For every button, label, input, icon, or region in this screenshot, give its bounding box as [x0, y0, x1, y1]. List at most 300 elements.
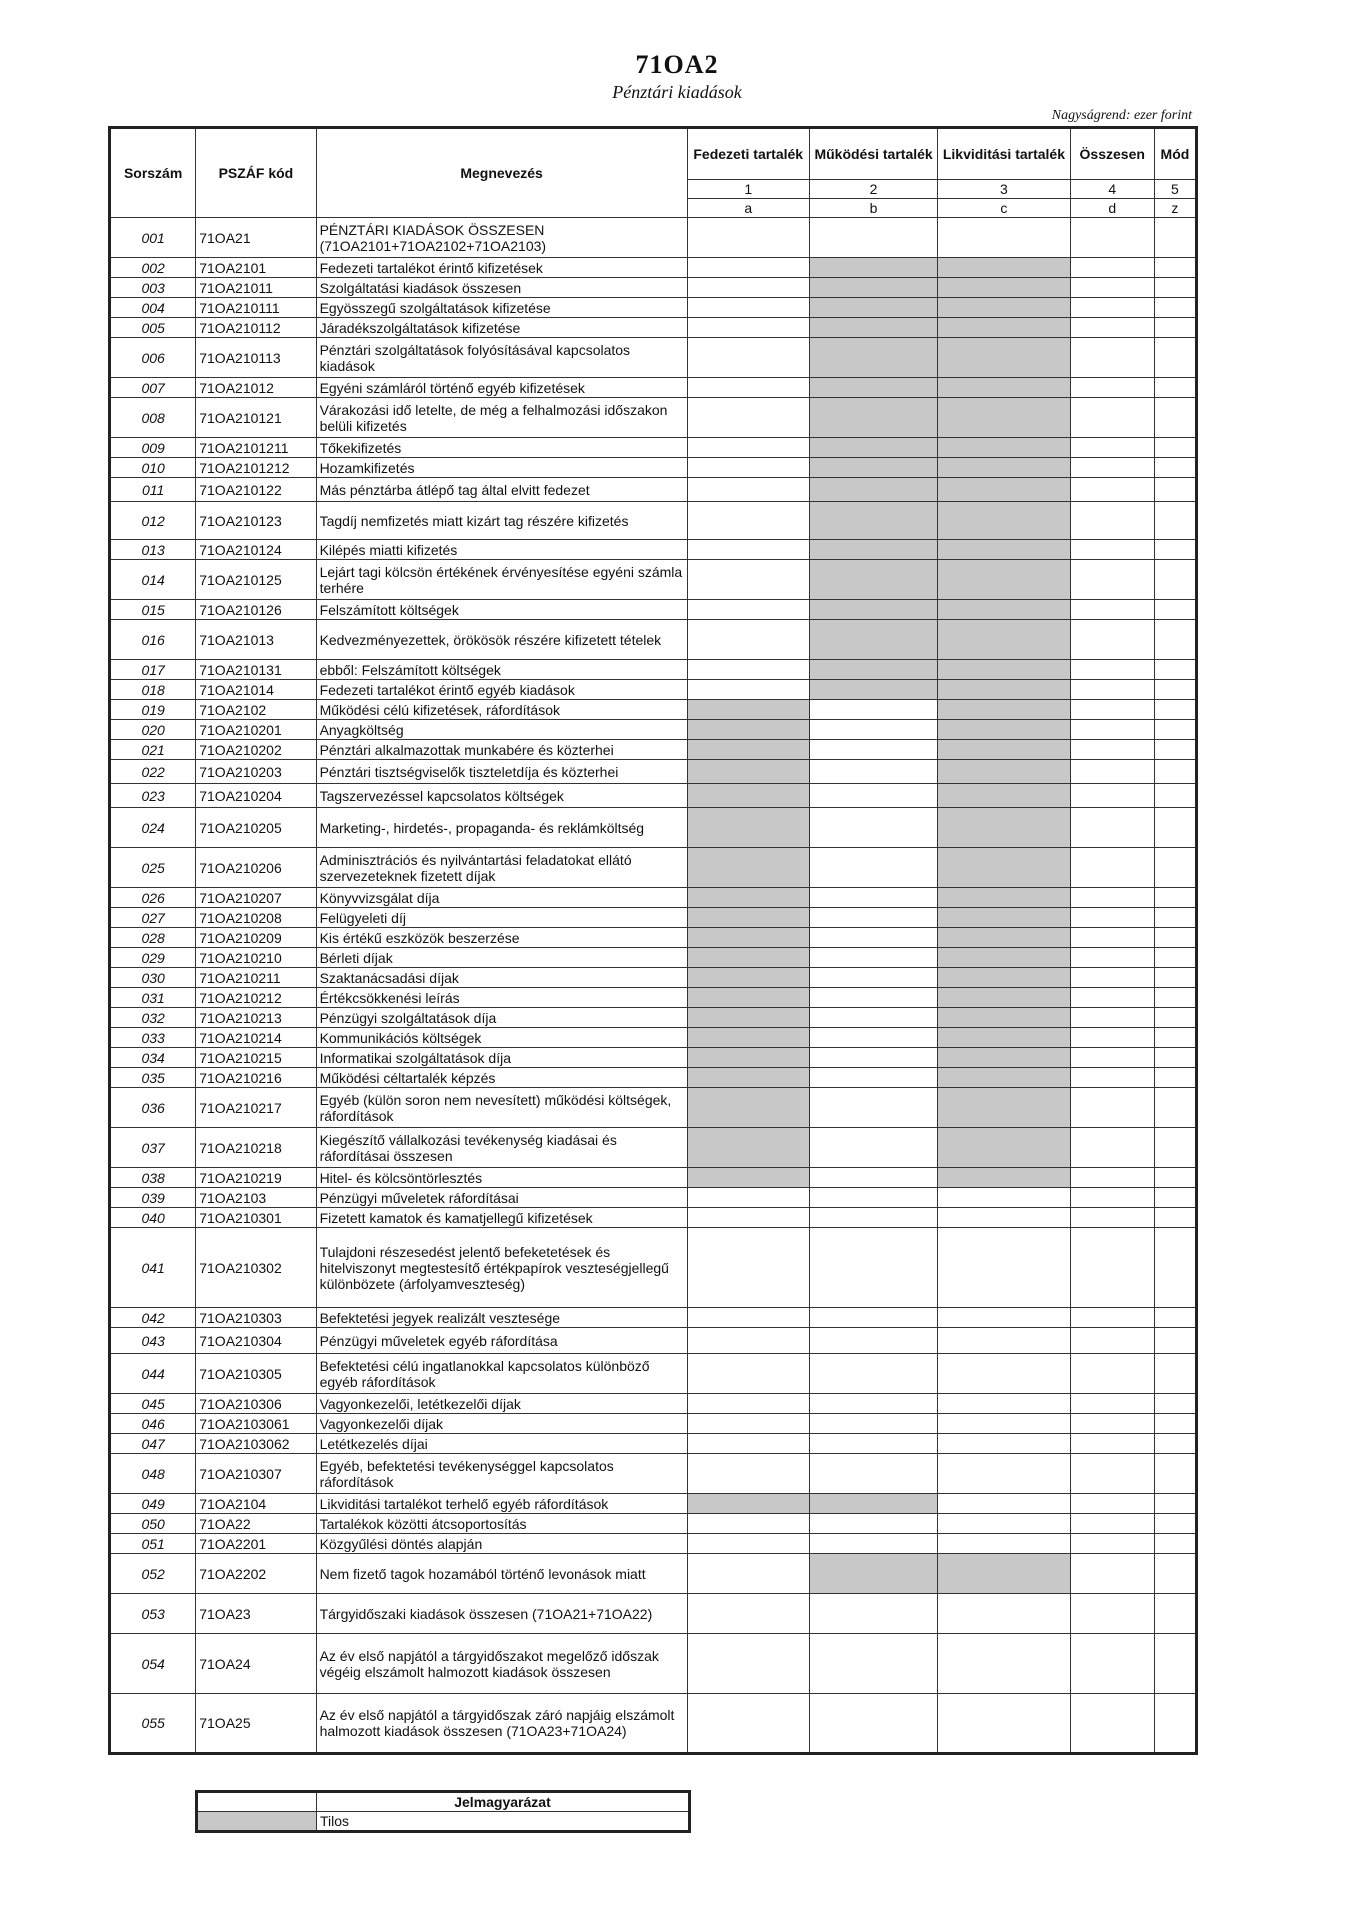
cell-likviditasi[interactable] [938, 218, 1070, 258]
row-number: 024 [110, 808, 196, 848]
cell-osszesen[interactable] [1070, 988, 1154, 1008]
cell-mukodesi[interactable] [809, 1308, 937, 1328]
cell-mukodesi[interactable] [809, 808, 937, 848]
row-code: 71OA2202 [196, 1554, 316, 1594]
row-name: Kiegészítő vállalkozási tevékenység kiadásai és ráfordításai összesen [316, 1128, 687, 1168]
cell-mod[interactable] [1154, 502, 1196, 540]
cell-likviditasi[interactable] [938, 1514, 1070, 1534]
cell-fedezeti[interactable] [687, 478, 809, 502]
cell-mod[interactable] [1154, 1128, 1196, 1168]
cell-osszesen[interactable] [1070, 1188, 1154, 1208]
cell-osszesen[interactable] [1070, 1554, 1154, 1594]
cell-osszesen[interactable] [1070, 318, 1154, 338]
cell-mod[interactable] [1154, 848, 1196, 888]
cell-fedezeti[interactable] [687, 1534, 809, 1554]
cell-likviditasi [938, 720, 1070, 740]
cell-likviditasi[interactable] [938, 1228, 1070, 1308]
cell-osszesen[interactable] [1070, 298, 1154, 318]
cell-fedezeti[interactable] [687, 378, 809, 398]
table-row [110, 1168, 1197, 1188]
row-name: Működési céltartalék képzés [316, 1068, 687, 1088]
cell-fedezeti[interactable] [687, 680, 809, 700]
cell-mukodesi[interactable] [809, 218, 937, 258]
cell-mod[interactable] [1154, 888, 1196, 908]
cell-fedezeti[interactable] [687, 338, 809, 378]
cell-mukodesi[interactable] [809, 1128, 937, 1168]
cell-mod[interactable] [1154, 620, 1196, 660]
row-name: Kedvezményezettek, örökösök részére kifizetett tételek [316, 620, 687, 660]
cell-osszesen[interactable] [1070, 378, 1154, 398]
cell-likviditasi[interactable] [938, 1414, 1070, 1434]
cell-osszesen[interactable] [1070, 948, 1154, 968]
cell-osszesen[interactable] [1070, 680, 1154, 700]
table-row [110, 1514, 1197, 1534]
row-number: 029 [110, 948, 196, 968]
cell-mod[interactable] [1154, 1008, 1196, 1028]
table-row [110, 1128, 1197, 1168]
cell-mod[interactable] [1154, 1048, 1196, 1068]
cell-mukodesi[interactable] [809, 1514, 937, 1534]
cell-mukodesi[interactable] [809, 1008, 937, 1028]
cell-fedezeti[interactable] [687, 258, 809, 278]
table-row [110, 398, 1197, 438]
row-name: Befektetési célú ingatlanokkal kapcsolatos különböző egyéb ráfordítások [316, 1354, 687, 1394]
cell-mukodesi[interactable] [809, 888, 937, 908]
table-row [110, 660, 1197, 680]
row-code: 71OA21011 [196, 278, 316, 298]
cell-mod[interactable] [1154, 258, 1196, 278]
cell-likviditasi[interactable] [938, 1208, 1070, 1228]
row-number: 001 [110, 218, 196, 258]
cell-osszesen[interactable] [1070, 1394, 1154, 1414]
row-number: 052 [110, 1554, 196, 1594]
cell-mukodesi [809, 318, 937, 338]
cell-fedezeti [687, 1088, 809, 1128]
cell-mukodesi[interactable] [809, 1028, 937, 1048]
cell-osszesen[interactable] [1070, 1434, 1154, 1454]
cell-osszesen[interactable] [1070, 540, 1154, 560]
cell-mod[interactable] [1154, 1208, 1196, 1228]
cell-likviditasi[interactable] [938, 1354, 1070, 1394]
cell-mukodesi[interactable] [809, 968, 937, 988]
row-name: Tartalékok közötti átcsoportosítás [316, 1514, 687, 1534]
table-row [110, 1554, 1197, 1594]
cell-osszesen[interactable] [1070, 760, 1154, 784]
col-letter-b: b [809, 199, 937, 218]
row-name: Szolgáltatási kiadások összesen [316, 278, 687, 298]
cell-mod[interactable] [1154, 1354, 1196, 1394]
cell-mukodesi[interactable] [809, 908, 937, 928]
cell-fedezeti [687, 720, 809, 740]
cell-mod[interactable] [1154, 968, 1196, 988]
cell-mukodesi[interactable] [809, 1434, 937, 1454]
row-number: 045 [110, 1394, 196, 1414]
row-number: 016 [110, 620, 196, 660]
cell-osszesen[interactable] [1070, 1454, 1154, 1494]
cell-mod[interactable] [1154, 720, 1196, 740]
cell-mod[interactable] [1154, 278, 1196, 298]
cell-osszesen[interactable] [1070, 928, 1154, 948]
cell-fedezeti[interactable] [687, 1694, 809, 1754]
cell-fedezeti[interactable] [687, 438, 809, 458]
cell-likviditasi [938, 1028, 1070, 1048]
cell-mod[interactable] [1154, 1308, 1196, 1328]
cell-fedezeti[interactable] [687, 1434, 809, 1454]
cell-fedezeti[interactable] [687, 1228, 809, 1308]
row-number: 054 [110, 1634, 196, 1694]
cell-fedezeti [687, 968, 809, 988]
cell-osszesen[interactable] [1070, 1048, 1154, 1068]
cell-likviditasi [938, 948, 1070, 968]
cell-fedezeti[interactable] [687, 398, 809, 438]
cell-mukodesi[interactable] [809, 1394, 937, 1414]
row-name: Bérleti díjak [316, 948, 687, 968]
cell-mukodesi[interactable] [809, 848, 937, 888]
row-name: Marketing-, hirdetés-, propaganda- és reklámköltség [316, 808, 687, 848]
cell-fedezeti[interactable] [687, 1208, 809, 1228]
cell-osszesen[interactable] [1070, 1494, 1154, 1514]
cell-osszesen[interactable] [1070, 478, 1154, 502]
cell-mukodesi[interactable] [809, 1534, 937, 1554]
cell-osszesen[interactable] [1070, 1514, 1154, 1534]
cell-mod[interactable] [1154, 338, 1196, 378]
row-name: Kilépés miatti kifizetés [316, 540, 687, 560]
cell-osszesen[interactable] [1070, 560, 1154, 600]
cell-fedezeti[interactable] [687, 1514, 809, 1534]
cell-likviditasi [938, 378, 1070, 398]
row-code: 71OA210201 [196, 720, 316, 740]
cell-fedezeti[interactable] [687, 1594, 809, 1634]
cell-fedezeti[interactable] [687, 318, 809, 338]
row-name: Közgyűlési döntés alapján [316, 1534, 687, 1554]
cell-osszesen[interactable] [1070, 1208, 1154, 1228]
cell-fedezeti[interactable] [687, 458, 809, 478]
cell-likviditasi [938, 560, 1070, 600]
cell-mod[interactable] [1154, 1168, 1196, 1188]
cell-likviditasi [938, 1008, 1070, 1028]
cell-mod[interactable] [1154, 660, 1196, 680]
cell-mukodesi[interactable] [809, 720, 937, 740]
row-code: 71OA2101212 [196, 458, 316, 478]
table-row [110, 1068, 1197, 1088]
row-code: 71OA210213 [196, 1008, 316, 1028]
cell-mukodesi[interactable] [809, 1354, 937, 1394]
cell-osszesen[interactable] [1070, 438, 1154, 458]
cell-osszesen[interactable] [1070, 720, 1154, 740]
row-name: Járadékszolgáltatások kifizetése [316, 318, 687, 338]
cell-fedezeti[interactable] [687, 1394, 809, 1414]
cell-mukodesi [809, 338, 937, 378]
cell-mod[interactable] [1154, 680, 1196, 700]
cell-osszesen[interactable] [1070, 660, 1154, 680]
cell-mukodesi[interactable] [809, 1328, 937, 1354]
row-code: 71OA210209 [196, 928, 316, 948]
cell-fedezeti[interactable] [687, 218, 809, 258]
cell-mod[interactable] [1154, 478, 1196, 502]
col-index-2: 2 [809, 180, 937, 199]
cell-osszesen[interactable] [1070, 888, 1154, 908]
cell-osszesen[interactable] [1070, 278, 1154, 298]
cell-mukodesi[interactable] [809, 1454, 937, 1494]
cell-fedezeti[interactable] [687, 1328, 809, 1354]
row-code: 71OA210206 [196, 848, 316, 888]
cell-mukodesi[interactable] [809, 1228, 937, 1308]
cell-mod[interactable] [1154, 1328, 1196, 1354]
cell-likviditasi [938, 760, 1070, 784]
cell-osszesen[interactable] [1070, 784, 1154, 808]
cell-mukodesi[interactable] [809, 760, 937, 784]
cell-mod[interactable] [1154, 908, 1196, 928]
cell-fedezeti[interactable] [687, 600, 809, 620]
cell-mod[interactable] [1154, 1634, 1196, 1694]
cell-likviditasi[interactable] [938, 1494, 1070, 1514]
cell-mod[interactable] [1154, 218, 1196, 258]
col-header-mukodesi: Működési tartalék [809, 128, 937, 180]
cell-mukodesi[interactable] [809, 988, 937, 1008]
row-name: Fedezeti tartalékot érintő kifizetések [316, 258, 687, 278]
row-name: Vagyonkezelői, letétkezelői díjak [316, 1394, 687, 1414]
cell-likviditasi[interactable] [938, 1328, 1070, 1354]
cell-mukodesi[interactable] [809, 1188, 937, 1208]
row-name: Tagszervezéssel kapcsolatos költségek [316, 784, 687, 808]
cell-mukodesi[interactable] [809, 948, 937, 968]
cell-osszesen[interactable] [1070, 1414, 1154, 1434]
cell-mod[interactable] [1154, 760, 1196, 784]
cell-mukodesi[interactable] [809, 784, 937, 808]
cell-mod[interactable] [1154, 1068, 1196, 1088]
cell-osszesen[interactable] [1070, 1594, 1154, 1634]
row-name: Felügyeleti díj [316, 908, 687, 928]
cell-mod[interactable] [1154, 1028, 1196, 1048]
cell-osszesen[interactable] [1070, 620, 1154, 660]
cell-likviditasi[interactable] [938, 1454, 1070, 1494]
row-number: 051 [110, 1534, 196, 1554]
cell-mukodesi[interactable] [809, 1048, 937, 1068]
cell-fedezeti[interactable] [687, 1554, 809, 1594]
cell-osszesen[interactable] [1070, 1694, 1154, 1754]
row-name: Hitel- és kölcsöntörlesztés [316, 1168, 687, 1188]
cell-fedezeti[interactable] [687, 1414, 809, 1434]
row-code: 71OA210204 [196, 784, 316, 808]
cell-osszesen[interactable] [1070, 1068, 1154, 1088]
cell-fedezeti[interactable] [687, 298, 809, 318]
cell-fedezeti[interactable] [687, 1354, 809, 1394]
row-code: 71OA2101211 [196, 438, 316, 458]
cell-mukodesi [809, 502, 937, 540]
cell-osszesen[interactable] [1070, 1634, 1154, 1694]
cell-fedezeti[interactable] [687, 660, 809, 680]
cell-osszesen[interactable] [1070, 398, 1154, 438]
row-code: 71OA210214 [196, 1028, 316, 1048]
cell-mod[interactable] [1154, 1454, 1196, 1494]
row-number: 003 [110, 278, 196, 298]
cell-fedezeti[interactable] [687, 620, 809, 660]
table-row [110, 378, 1197, 398]
col-header-sorszam: Sorszám [110, 128, 196, 218]
cell-likviditasi[interactable] [938, 1308, 1070, 1328]
cell-likviditasi[interactable] [938, 1634, 1070, 1694]
cell-mod[interactable] [1154, 560, 1196, 600]
row-name: Fizetett kamatok és kamatjellegű kifizetések [316, 1208, 687, 1228]
col-letter-c: c [938, 199, 1070, 218]
cell-osszesen[interactable] [1070, 218, 1154, 258]
cell-fedezeti[interactable] [687, 1634, 809, 1694]
cell-fedezeti[interactable] [687, 1454, 809, 1494]
cell-mod[interactable] [1154, 928, 1196, 948]
cell-likviditasi[interactable] [938, 1594, 1070, 1634]
col-header-likviditasi: Likviditási tartalék [938, 128, 1070, 180]
cell-osszesen[interactable] [1070, 700, 1154, 720]
cell-mukodesi[interactable] [809, 1594, 937, 1634]
cell-osszesen[interactable] [1070, 1328, 1154, 1354]
cell-likviditasi[interactable] [938, 1394, 1070, 1414]
row-name: Pénzügyi műveletek ráfordításai [316, 1188, 687, 1208]
cell-mod[interactable] [1154, 1514, 1196, 1534]
cell-mod[interactable] [1154, 988, 1196, 1008]
cell-mod[interactable] [1154, 378, 1196, 398]
cell-mod[interactable] [1154, 784, 1196, 808]
cell-osszesen[interactable] [1070, 908, 1154, 928]
cell-mod[interactable] [1154, 740, 1196, 760]
row-code: 71OA210302 [196, 1228, 316, 1308]
row-code: 71OA210303 [196, 1308, 316, 1328]
row-name: Kommunikációs költségek [316, 1028, 687, 1048]
cell-mukodesi[interactable] [809, 1694, 937, 1754]
cell-mod[interactable] [1154, 700, 1196, 720]
cell-mod[interactable] [1154, 1494, 1196, 1514]
form-subtitle: Pénztári kiadások [612, 82, 742, 102]
cell-fedezeti [687, 988, 809, 1008]
cell-mod[interactable] [1154, 318, 1196, 338]
table-body [110, 218, 1197, 1754]
cell-likviditasi[interactable] [938, 1434, 1070, 1454]
cell-osszesen[interactable] [1070, 1228, 1154, 1308]
cell-likviditasi [938, 278, 1070, 298]
cell-osszesen[interactable] [1070, 808, 1154, 848]
form-title: 71OA2 [635, 50, 719, 79]
col-letter-a: a [687, 199, 809, 218]
cell-fedezeti[interactable] [687, 540, 809, 560]
row-code: 71OA210126 [196, 600, 316, 620]
cell-mukodesi[interactable] [809, 1634, 937, 1694]
cell-mukodesi [809, 540, 937, 560]
cell-osszesen[interactable] [1070, 968, 1154, 988]
cell-mod[interactable] [1154, 1088, 1196, 1128]
cell-osszesen[interactable] [1070, 1354, 1154, 1394]
cell-osszesen[interactable] [1070, 740, 1154, 760]
cell-fedezeti[interactable] [687, 1188, 809, 1208]
row-number: 048 [110, 1454, 196, 1494]
cell-mod[interactable] [1154, 398, 1196, 438]
row-number: 021 [110, 740, 196, 760]
table-row [110, 928, 1197, 948]
cell-mukodesi[interactable] [809, 1088, 937, 1128]
row-name: Letétkezelés díjai [316, 1434, 687, 1454]
cell-likviditasi[interactable] [938, 1534, 1070, 1554]
cell-osszesen[interactable] [1070, 1008, 1154, 1028]
cell-mod[interactable] [1154, 600, 1196, 620]
cell-likviditasi [938, 908, 1070, 928]
row-number: 002 [110, 258, 196, 278]
cell-mod[interactable] [1154, 948, 1196, 968]
row-code: 71OA2201 [196, 1534, 316, 1554]
legend-title: Jelmagyarázat [317, 1792, 690, 1812]
cell-likviditasi [938, 888, 1070, 908]
table-row [110, 1188, 1197, 1208]
cell-mukodesi[interactable] [809, 1168, 937, 1188]
cell-mod[interactable] [1154, 1534, 1196, 1554]
cell-mod[interactable] [1154, 1228, 1196, 1308]
cell-fedezeti[interactable] [687, 1308, 809, 1328]
cell-mukodesi[interactable] [809, 1414, 937, 1434]
cell-mod[interactable] [1154, 298, 1196, 318]
cell-fedezeti [687, 848, 809, 888]
row-code: 71OA2103062 [196, 1434, 316, 1454]
cell-mod[interactable] [1154, 1594, 1196, 1634]
row-name: Várakozási idő letelte, de még a felhalmozási időszakon belüli kifizetés [316, 398, 687, 438]
table-row [110, 848, 1197, 888]
cell-mod[interactable] [1154, 808, 1196, 848]
cell-osszesen[interactable] [1070, 1128, 1154, 1168]
cell-likviditasi[interactable] [938, 1188, 1070, 1208]
cell-osszesen[interactable] [1070, 1308, 1154, 1328]
cell-fedezeti [687, 1028, 809, 1048]
cell-osszesen[interactable] [1070, 1088, 1154, 1128]
cell-osszesen[interactable] [1070, 1534, 1154, 1554]
cell-mod[interactable] [1154, 458, 1196, 478]
row-number: 047 [110, 1434, 196, 1454]
row-number: 011 [110, 478, 196, 502]
table-row [110, 1048, 1197, 1068]
cell-mod[interactable] [1154, 1188, 1196, 1208]
cell-fedezeti[interactable] [687, 502, 809, 540]
cell-osszesen[interactable] [1070, 258, 1154, 278]
row-code: 71OA2104 [196, 1494, 316, 1514]
cell-mod[interactable] [1154, 1554, 1196, 1594]
row-code: 71OA2102 [196, 700, 316, 720]
table-row [110, 908, 1197, 928]
cell-likviditasi [938, 808, 1070, 848]
cell-osszesen[interactable] [1070, 1028, 1154, 1048]
cell-mukodesi[interactable] [809, 928, 937, 948]
cell-mod[interactable] [1154, 1434, 1196, 1454]
table-row [110, 988, 1197, 1008]
cell-mod[interactable] [1154, 1694, 1196, 1754]
cell-mod[interactable] [1154, 1394, 1196, 1414]
row-number: 006 [110, 338, 196, 378]
row-number: 005 [110, 318, 196, 338]
cell-osszesen[interactable] [1070, 1168, 1154, 1188]
cell-osszesen[interactable] [1070, 338, 1154, 378]
cell-osszesen[interactable] [1070, 502, 1154, 540]
cell-osszesen[interactable] [1070, 600, 1154, 620]
cell-osszesen[interactable] [1070, 458, 1154, 478]
cell-mukodesi[interactable] [809, 740, 937, 760]
cell-mod[interactable] [1154, 438, 1196, 458]
row-code: 71OA210304 [196, 1328, 316, 1354]
cell-mukodesi[interactable] [809, 1208, 937, 1228]
cell-mod[interactable] [1154, 540, 1196, 560]
cell-fedezeti[interactable] [687, 560, 809, 600]
cell-mukodesi[interactable] [809, 700, 937, 720]
cell-mod[interactable] [1154, 1414, 1196, 1434]
cell-osszesen[interactable] [1070, 848, 1154, 888]
table-row [110, 720, 1197, 740]
cell-fedezeti[interactable] [687, 278, 809, 298]
cell-mukodesi[interactable] [809, 1068, 937, 1088]
row-number: 055 [110, 1694, 196, 1754]
cell-likviditasi[interactable] [938, 1694, 1070, 1754]
